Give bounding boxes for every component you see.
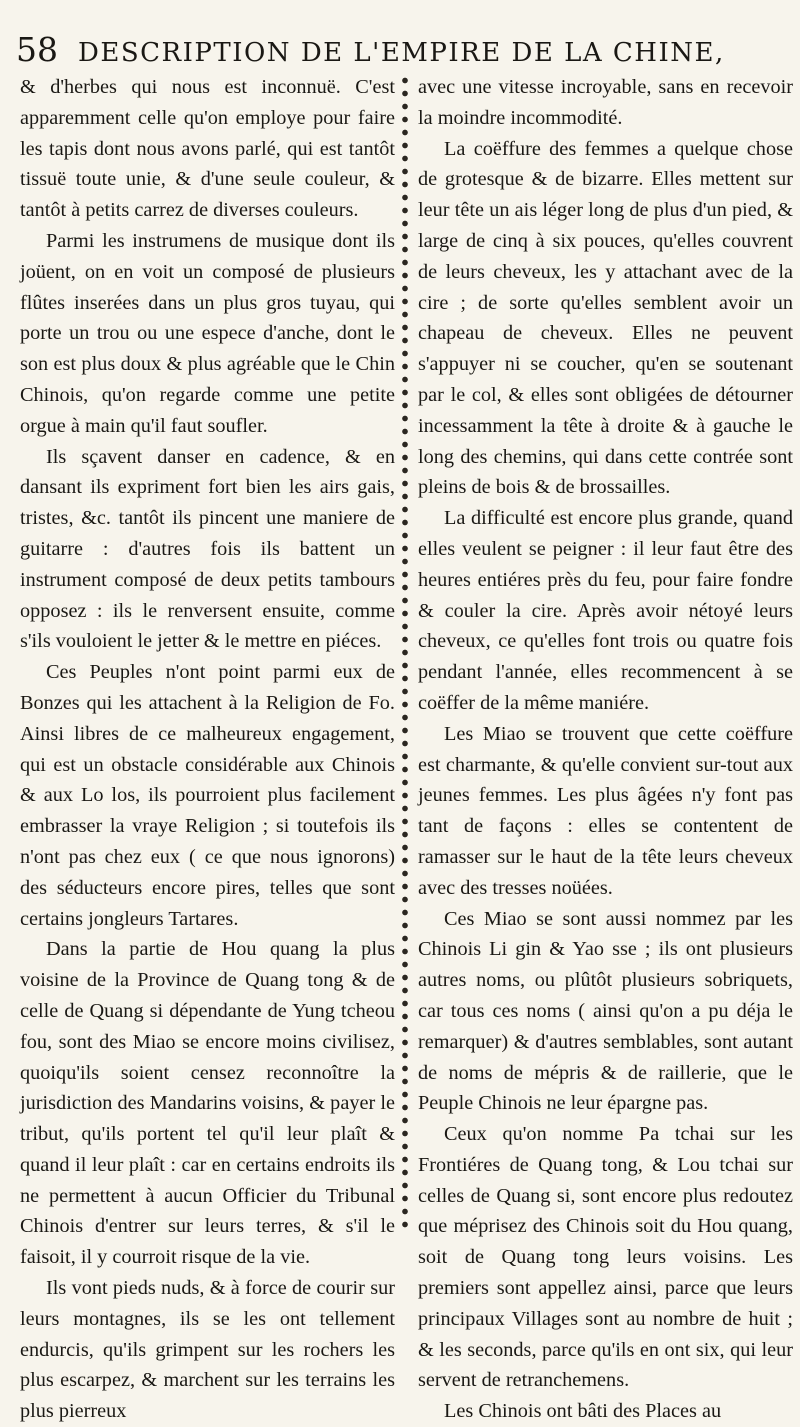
- paragraph: Parmi les instrumens de musique dont ils joüent, on en voit un composé de plusieurs flûtes inserées dans un plus gros tuyau, qui porte un trou ou une espece d'anche, dont le son est plus doux & plus agréable que le Chin Chinois, qu'on regarde comme une petite orgue à main qu'il faut soufler.: [20, 229, 395, 437]
- paragraph: La coëffure des femmes a quelque chose de grotesque & de bizarre. Elles mettent sur leur tête un ais léger long de plus d'un pied, & large de cinq à six pouces, qu'elles couvrent de leurs cheveux, les y attachant avec de la cire ; de sorte qu'elles semblent avoir un chapeau de cheveux. Elles ne peuvent s'appuyer ni se coucher, qu'en se soutenant par le col, & elles sont obligées de détourner incessamment la tête à droite & à gauche le long des chemins, qui dans cette contrée sont pleins de bois & de brossailles.: [418, 137, 793, 499]
- paragraph: Les Miao se trouvent que cette coëffure est charmante, & qu'elle convient sur-tout aux jeunes femmes. Les plus âgées n'y font pas tant de façons : elles se contentent de ramasser sur le haut de la tête leurs cheveux avec des tresses noüées.: [418, 722, 793, 899]
- paragraph: avec une vitesse incroyable, sans en recevoir la moindre incommodité.: [418, 76, 793, 129]
- paragraph: & d'herbes qui nous est inconnuë. C'est apparemment celle qu'on employe pour faire les tapis dont nous avons parlé, qui est tantôt tissuë toute unie, & d'une seule couleur, & tantôt à petits carrez de diverses couleurs.: [20, 76, 395, 222]
- right-column: [418, 72, 793, 1427]
- page-header: [16, 30, 786, 74]
- paragraph: Ils vont pieds nuds, & à force de courir sur leurs montagnes, ils se les ont tellement endurcis, qu'ils grimpent sur les rochers les plus escarpez, & marchent sur les terrains les plus pierreux: [20, 1277, 395, 1423]
- paragraph: La difficulté est encore plus grande, quand elles veulent se peigner : il leur faut être des heures entiéres près du feu, pour faire fondre & couler la cire. Après avoir nétoyé leurs cheveux, ce qu'elles font trois ou quatre fois pendant l'année, elles recommencent à se coëffer de la même maniére.: [418, 507, 793, 714]
- running-title: DESCRIPTION DE L'EMPIRE DE LA CHINE,: [78, 38, 725, 68]
- paragraph: Ces Miao se sont aussi nommez par les Chinois Li gin & Yao sse ; ils ont plusieurs autres noms, ou plûtôt plusieurs sobriquets, car tous ces noms ( ainsi qu'on a pu déja le remarquer) & d'autres semblables, sont autant de noms de mépris & de raillerie, que le Peuple Chinois ne leur épargne pas.: [418, 907, 793, 1115]
- paragraph: Les Chinois ont bâti des Places au: [444, 1400, 722, 1423]
- paragraph: Ils sçavent danser en cadence, & en dansant ils expriment fort bien les airs gais, tristes, &c. tantôt ils pincent une maniere de guitarre : d'autres fois ils battent un instrument composé de deux petits tambours opposez : ils le renversent ensuite, comme s'ils vouloient le jetter & le mettre en piéces.: [20, 445, 395, 653]
- page-number: 58: [16, 30, 58, 69]
- ornamental-column-divider: [397, 74, 413, 1234]
- paragraph: Ceux qu'on nomme Pa tchai sur les Frontiéres de Quang tong, & Lou tchai sur celles de Quang si, sont encore plus redoutez que méprisez des Chinois soit du Hou quang, soit de Quang tong leurs voisins. Les premiers sont appellez ainsi, parce que leurs principaux Villages sont au nombre de huit ; & les seconds, parce qu'ils en ont six, qui leur servent de retranchemens.: [418, 1123, 793, 1392]
- left-column: [20, 72, 395, 1427]
- paragraph: Dans la partie de Hou quang la plus voisine de la Province de Quang tong & de celle de Quang si dépendante de Yung tcheou fou, sont des Miao se encore moins civilisez, quoiqu'ils soient censez reconnoître la jurisdiction des Mandarins voisins, & payer le tribut, qu'ils portent tel qu'il leur plaît & quand il leur plaît : car en certains endroits ils ne permettent à aucun Officier du Tribunal Chinois d'entrer sur leurs terres, & s'il le faisoit, il y courroit risque de la vie.: [20, 938, 395, 1269]
- paragraph: Ces Peuples n'ont point parmi eux de Bonzes qui les attachent à la Religion de Fo. Ainsi libres de ce malheureux engagement, qui est un obstacle considérable aux Chinois & aux Lo los, ils pourroient plus facilement embrasser la vraye Religion ; si toutefois ils n'ont pas chez eux ( ce que nous ignorons) des séducteurs encore pires, telles que sont certains jongleurs Tartares.: [20, 661, 395, 930]
